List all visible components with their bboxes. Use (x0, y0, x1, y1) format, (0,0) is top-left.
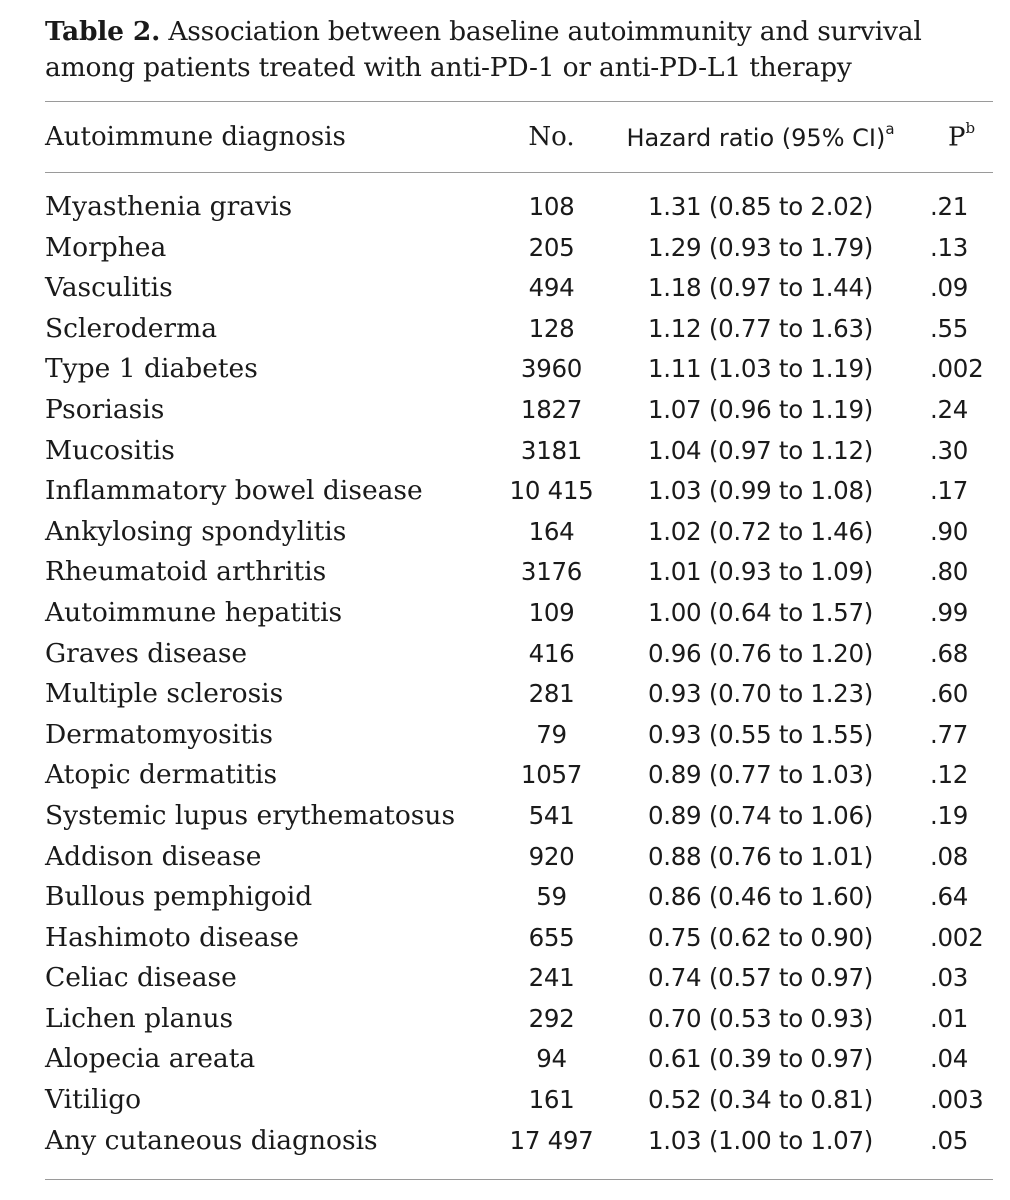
cell-p-value: .13 (930, 232, 969, 262)
table-row (45, 755, 993, 796)
header-number: No. (528, 122, 575, 152)
table-container (45, 12, 993, 1180)
cell-p-value: .30 (930, 435, 969, 465)
cell-p-value: .19 (930, 800, 969, 830)
cell-hazard-ratio: 1.00 (0.64 to 1.57) (647, 597, 874, 627)
table-row (45, 634, 993, 675)
cell-diagnosis: Lichen planus (45, 1002, 234, 1034)
cell-number: 281 (528, 679, 575, 709)
cell-diagnosis: Systemic lupus erythematosus (45, 799, 456, 831)
cell-diagnosis: Addison disease (45, 840, 262, 872)
table-row (45, 512, 993, 553)
cell-number: 1827 (520, 394, 583, 424)
table-header (45, 102, 993, 172)
cell-p-value: .01 (930, 1003, 969, 1033)
cell-diagnosis: Morphea (45, 231, 167, 263)
table-row (45, 1039, 993, 1080)
cell-hazard-ratio: 0.88 (0.76 to 1.01) (647, 841, 874, 871)
cell-number: 161 (528, 1085, 575, 1115)
cell-p-value: .12 (930, 760, 969, 790)
cell-hazard-ratio: 0.93 (0.55 to 1.55) (647, 719, 874, 749)
cell-hazard-ratio: 1.03 (1.00 to 1.07) (647, 1125, 874, 1155)
table-row (45, 593, 993, 634)
header-diagnosis: Autoimmune diagnosis (45, 122, 346, 152)
cell-number: 128 (528, 313, 575, 343)
data-table (45, 102, 993, 172)
cell-diagnosis: Atopic dermatitis (45, 759, 278, 791)
cell-hazard-ratio: 0.70 (0.53 to 0.93) (647, 1003, 874, 1033)
cell-number: 108 (528, 192, 575, 221)
cell-diagnosis: Multiple sclerosis (45, 678, 284, 710)
cell-number: 494 (528, 273, 575, 303)
footnote-marker-b: b (965, 118, 976, 137)
cell-diagnosis: Rheumatoid arthritis (45, 556, 327, 588)
data-table-body (45, 173, 993, 1161)
table-row (45, 187, 993, 228)
cell-p-value: .24 (930, 394, 969, 424)
cell-number: 3960 (520, 354, 583, 384)
cell-number: 17 497 (509, 1125, 594, 1155)
cell-number: 3176 (520, 557, 583, 587)
cell-number: 164 (528, 516, 575, 546)
cell-p-value: .17 (930, 476, 969, 506)
cell-number: 655 (528, 922, 575, 952)
cell-hazard-ratio: 0.52 (0.34 to 0.81) (647, 1085, 874, 1115)
table-row (45, 309, 993, 350)
cell-number: 205 (528, 232, 575, 262)
cell-diagnosis: Bullous pemphigoid (45, 881, 313, 913)
table-row (45, 837, 993, 878)
cell-p-value: .04 (930, 1044, 969, 1074)
cell-diagnosis: Alopecia areata (45, 1043, 256, 1075)
cell-p-value: .60 (930, 679, 969, 709)
table-row (45, 715, 993, 756)
table-row (45, 1121, 993, 1162)
cell-hazard-ratio: 0.75 (0.62 to 0.90) (647, 922, 874, 952)
cell-p-value: .002 (930, 922, 984, 952)
cell-diagnosis: Celiac disease (45, 962, 237, 994)
cell-diagnosis: Graves disease (45, 637, 248, 669)
header-p-label: P (948, 122, 966, 153)
header-hazard-ratio-label: Hazard ratio (95% CI) (626, 123, 886, 152)
cell-p-value: .08 (930, 841, 969, 871)
table-row (45, 958, 993, 999)
cell-number: 292 (528, 1003, 575, 1033)
cell-p-value: .68 (930, 638, 969, 668)
cell-p-value: .99 (930, 597, 969, 627)
cell-diagnosis: Type 1 diabetes (45, 353, 258, 385)
cell-hazard-ratio: 0.74 (0.57 to 0.97) (647, 963, 874, 993)
cell-hazard-ratio: 0.96 (0.76 to 1.20) (647, 638, 874, 668)
cell-hazard-ratio: 0.86 (0.46 to 1.60) (647, 882, 874, 912)
cell-hazard-ratio: 1.03 (0.99 to 1.08) (647, 476, 874, 506)
cell-diagnosis: Hashimoto disease (45, 921, 299, 953)
cell-number: 241 (528, 963, 575, 993)
cell-diagnosis: Any cutaneous diagnosis (45, 1124, 378, 1156)
cell-hazard-ratio: 1.02 (0.72 to 1.46) (647, 516, 874, 546)
cell-number: 416 (528, 638, 575, 668)
cell-number: 59 (536, 882, 567, 912)
table-row (45, 228, 993, 269)
cell-hazard-ratio: 0.89 (0.74 to 1.06) (647, 800, 874, 830)
header-p (918, 102, 993, 172)
header-hazard-ratio (603, 102, 918, 172)
cell-hazard-ratio: 1.11 (1.03 to 1.19) (647, 354, 874, 384)
cell-diagnosis: Psoriasis (45, 393, 165, 425)
cell-number: 94 (536, 1044, 567, 1074)
table-caption (45, 12, 993, 86)
cell-p-value: .21 (930, 192, 969, 221)
cell-p-value: .002 (930, 354, 984, 384)
cell-p-value: .80 (930, 557, 969, 587)
table-row (45, 390, 993, 431)
table-row (45, 349, 993, 390)
cell-number: 79 (536, 719, 567, 749)
cell-diagnosis: Vasculitis (45, 272, 173, 304)
cell-diagnosis: Vitiligo (45, 1084, 142, 1116)
cell-number: 541 (528, 800, 575, 830)
table-label: Table 2. (45, 16, 161, 47)
bottom-rule (45, 1179, 993, 1180)
cell-hazard-ratio: 1.07 (0.96 to 1.19) (647, 394, 874, 424)
cell-hazard-ratio: 1.18 (0.97 to 1.44) (647, 273, 874, 303)
cell-hazard-ratio: 0.61 (0.39 to 0.97) (647, 1044, 874, 1074)
cell-p-value: .55 (930, 313, 969, 343)
cell-number: 3181 (520, 435, 583, 465)
table-row (45, 268, 993, 309)
cell-p-value: .09 (930, 273, 969, 303)
cell-p-value: .64 (930, 882, 969, 912)
cell-number: 109 (528, 597, 575, 627)
cell-diagnosis: Mucositis (45, 434, 175, 466)
table-row (45, 1080, 993, 1121)
cell-diagnosis: Ankylosing spondylitis (45, 515, 347, 547)
cell-p-value: .03 (930, 963, 969, 993)
cell-p-value: .77 (930, 719, 969, 749)
table-row (45, 674, 993, 715)
cell-hazard-ratio: 1.29 (0.93 to 1.79) (647, 232, 874, 262)
table-row (45, 552, 993, 593)
cell-hazard-ratio: 1.12 (0.77 to 1.63) (647, 313, 874, 343)
cell-diagnosis: Dermatomyositis (45, 718, 273, 750)
cell-hazard-ratio: 0.93 (0.70 to 1.23) (647, 679, 874, 709)
cell-diagnosis: Autoimmune hepatitis (45, 596, 343, 628)
cell-p-value: .003 (930, 1085, 984, 1115)
cell-hazard-ratio: 1.01 (0.93 to 1.09) (647, 557, 874, 587)
cell-hazard-ratio: 0.89 (0.77 to 1.03) (647, 760, 874, 790)
cell-diagnosis: Scleroderma (45, 312, 218, 344)
cell-hazard-ratio: 1.04 (0.97 to 1.12) (647, 435, 874, 465)
table-row (45, 877, 993, 918)
cell-diagnosis: Inflammatory bowel disease (45, 475, 423, 507)
cell-number: 920 (528, 841, 575, 871)
table-body (45, 173, 993, 1161)
table-row (45, 918, 993, 959)
cell-diagnosis: Myasthenia gravis (45, 191, 293, 222)
cell-p-value: .90 (930, 516, 969, 546)
table-row (45, 999, 993, 1040)
table-title: Association between baseline autoimmunity and survival among patients treated with anti-PD-1 or anti-PD-L1 therapy (45, 16, 922, 83)
cell-p-value: .05 (930, 1125, 969, 1155)
cell-number: 1057 (520, 760, 583, 790)
cell-number: 10 415 (509, 476, 594, 506)
footnote-marker-a: a (885, 119, 895, 138)
header-row (45, 102, 993, 172)
cell-hazard-ratio: 1.31 (0.85 to 2.02) (647, 192, 874, 221)
table-row (45, 431, 993, 472)
table-row (45, 471, 993, 512)
table-row (45, 796, 993, 837)
